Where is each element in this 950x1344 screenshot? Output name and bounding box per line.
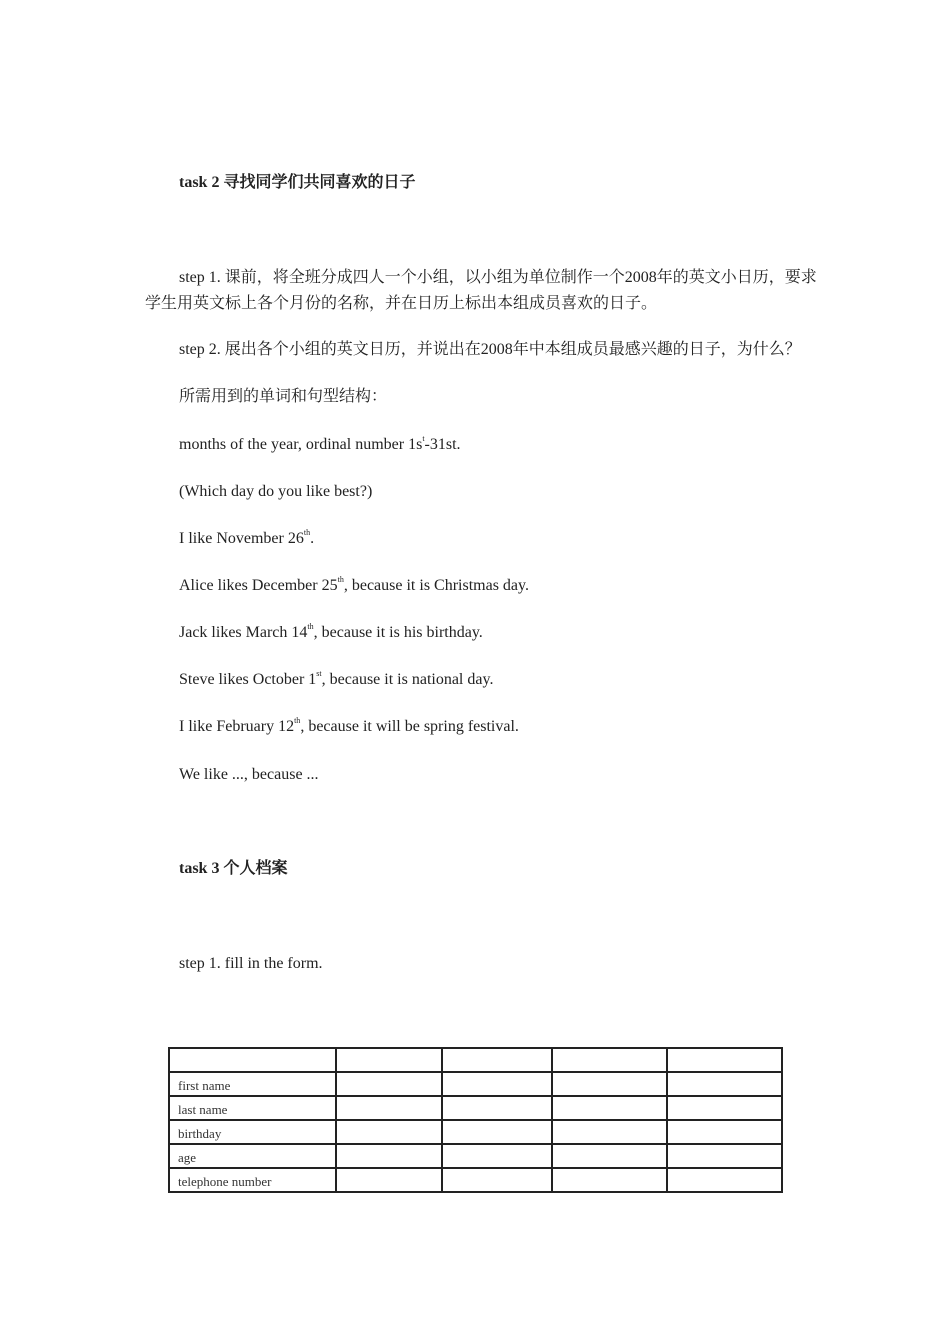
task2-step1: step 1. 课前，将全班分成四人一个小组，以小组为单位制作一个2008年的英文小日历，要求学生用英文标上各个月份的名称，并在日历上标出本组成员喜欢的日子。 [145, 269, 817, 312]
blank-cell[interactable] [552, 1120, 667, 1144]
task3-heading: task 3 个人档案 [179, 860, 288, 877]
sentence-2 [179, 576, 529, 596]
profile-form-table [168, 1047, 783, 1193]
sentence-1-end: . [310, 530, 315, 547]
sentence-1-text: I like November 26 [179, 530, 304, 547]
blank-cell[interactable] [442, 1096, 552, 1120]
sentence-2-text: Alice likes December 25 [179, 577, 338, 594]
sentence-5-text: I like February 12 [179, 718, 295, 735]
blank-cell[interactable] [667, 1144, 782, 1168]
blank-cell[interactable] [336, 1072, 442, 1096]
sentence-5-sup: th [294, 715, 301, 725]
table-row [169, 1096, 782, 1120]
sentence-4 [179, 670, 493, 690]
blank-cell[interactable] [552, 1048, 667, 1072]
blank-cell[interactable] [552, 1168, 667, 1192]
row-label-cell: first name [169, 1072, 336, 1096]
row-label-cell: last name [169, 1096, 336, 1120]
months-sup: t [422, 433, 425, 443]
blank-cell[interactable] [336, 1168, 442, 1192]
blank-cell[interactable] [667, 1120, 782, 1144]
blank-cell[interactable] [552, 1096, 667, 1120]
blank-cell[interactable] [442, 1072, 552, 1096]
blank-cell[interactable] [667, 1168, 782, 1192]
sentence-1-sup: th [303, 527, 311, 537]
sentence-5-end: , because it will be spring festival. [300, 718, 519, 735]
needed-words-label: 所需用到的单词和句型结构： [179, 388, 388, 405]
sentence-3-text: Jack likes March 14 [179, 624, 308, 641]
blank-cell[interactable] [667, 1048, 782, 1072]
sentence-3-sup: th [307, 621, 314, 631]
row-label-cell: telephone number [169, 1168, 336, 1192]
task3-step1: step 1. fill in the form. [179, 955, 323, 972]
table-row [169, 1120, 782, 1144]
question-line: (Which day do you like best?) [179, 483, 373, 500]
blank-cell[interactable] [552, 1072, 667, 1096]
row-label-cell: birthday [169, 1120, 336, 1144]
blank-cell[interactable] [442, 1144, 552, 1168]
months-text-end: -31st. [424, 436, 461, 453]
blank-cell[interactable] [552, 1144, 667, 1168]
blank-cell[interactable] [336, 1120, 442, 1144]
table-row [169, 1072, 782, 1096]
blank-cell[interactable] [336, 1048, 442, 1072]
blank-cell[interactable] [442, 1120, 552, 1144]
table-row [169, 1144, 782, 1168]
task2-heading: task 2 寻找同学们共同喜欢的日子 [179, 174, 416, 191]
sentence-2-sup: th [337, 574, 344, 584]
sentence-6: We like ..., because ... [179, 766, 319, 783]
blank-cell[interactable] [336, 1096, 442, 1120]
sentence-2-end: , because it is Christmas day. [343, 577, 529, 594]
blank-cell[interactable] [667, 1072, 782, 1096]
sentence-5 [179, 717, 519, 737]
months-text: months of the year, ordinal number 1s [179, 436, 423, 453]
row-label-cell [169, 1048, 336, 1072]
task2-step2: step 2. 展出各个小组的英文日历，并说出在2008年中本组成员最感兴趣的日子，为什么？ [179, 341, 801, 358]
row-label-cell: age [169, 1144, 336, 1168]
sentence-1 [179, 529, 314, 549]
blank-cell[interactable] [667, 1096, 782, 1120]
sentence-3 [179, 623, 483, 643]
table-row [169, 1048, 782, 1072]
sentence-4-sup: st [316, 668, 322, 678]
blank-cell[interactable] [442, 1048, 552, 1072]
sentence-4-end: , because it is national day. [321, 671, 494, 688]
months-line [179, 435, 461, 455]
sentence-4-text: Steve likes October 1 [179, 671, 317, 688]
sentence-3-end: , because it is his birthday. [313, 624, 483, 641]
table-row [169, 1168, 782, 1192]
blank-cell[interactable] [336, 1144, 442, 1168]
blank-cell[interactable] [442, 1168, 552, 1192]
